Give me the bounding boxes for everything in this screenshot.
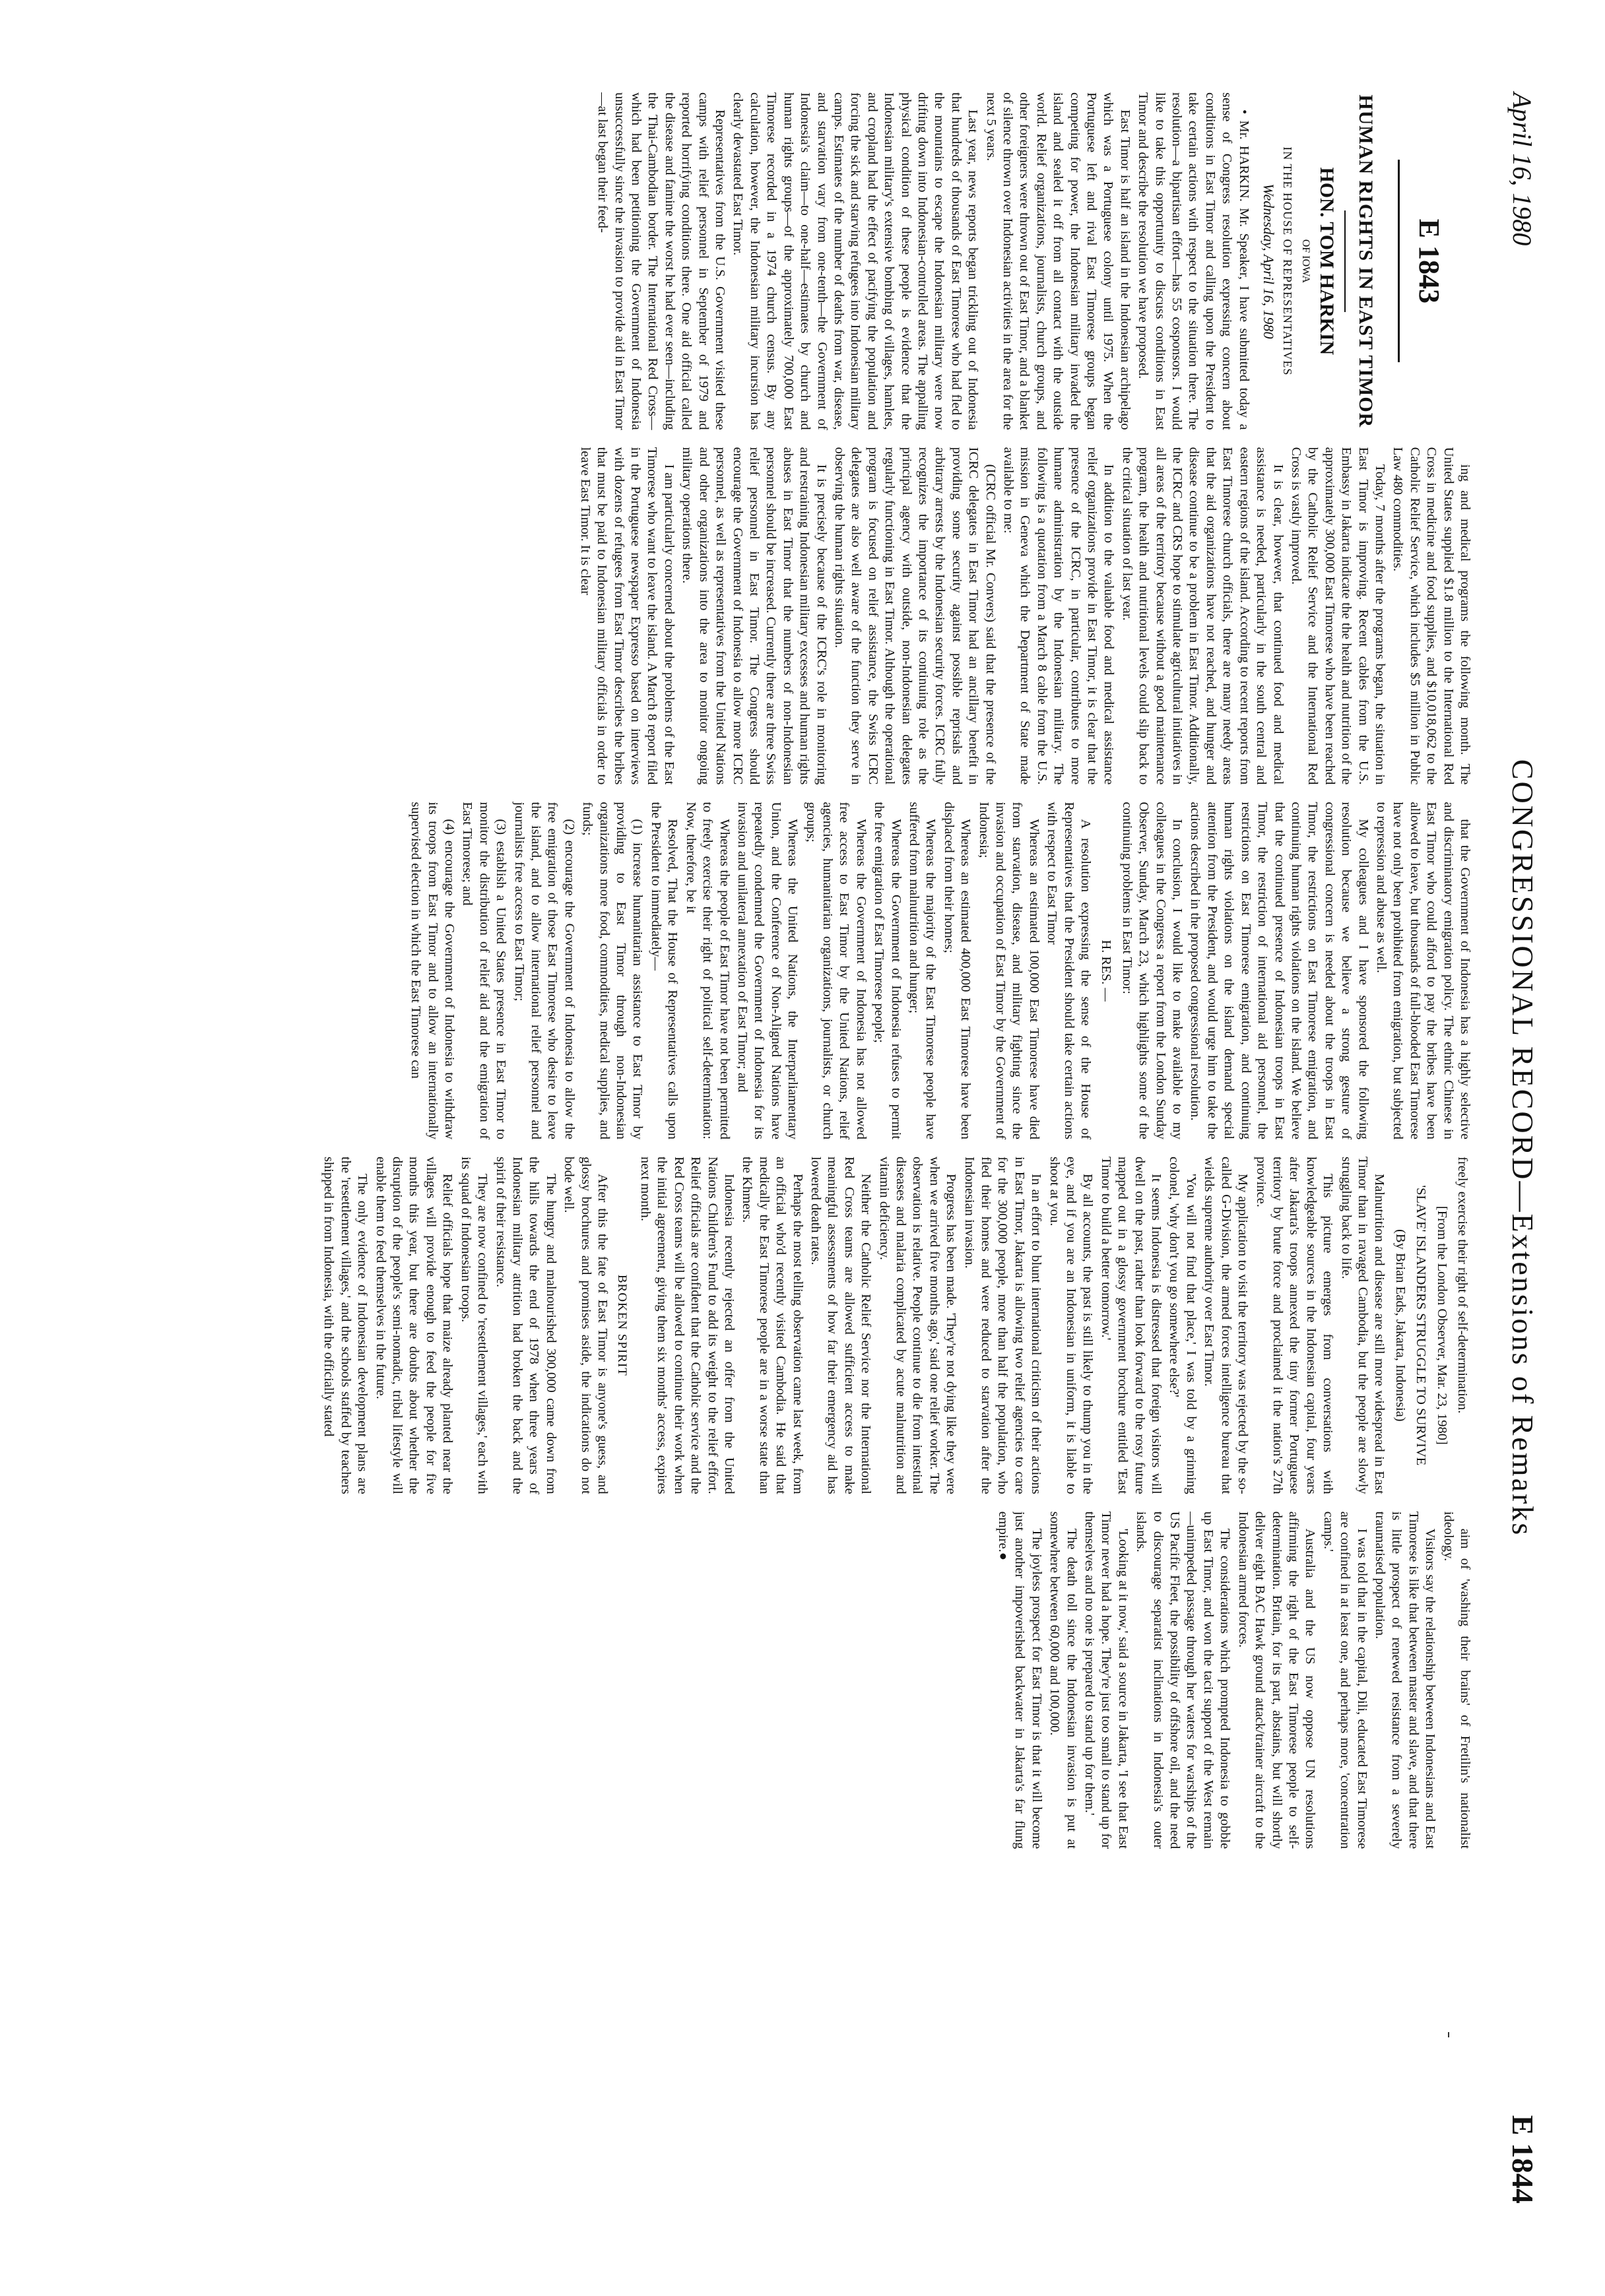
- paragraph: It seems Indonesia is distressed that foreign visitors will dwell on the past, rather than look forward to the rosy future mapped out in a glossy government brochure entitled 'East Timor to build a better tomorrow.': [1098, 1157, 1164, 1494]
- column-4: [54, 1157, 1473, 1494]
- paragraph: After this the fate of East Timor is anyone's guess, and glossy brochures and promises aside, the indications do not bode well.: [562, 1157, 610, 1494]
- resolution-clause: Whereas the majority of the East Timorese people have suffered from malnutrition and hunger;: [907, 802, 938, 1140]
- representative-name: HON. TOM HARKIN: [1316, 167, 1338, 356]
- paragraph: I was told that in the capital, Dili, educated East Timorese are confined in at least one, and perhaps more, 'concentration camps.': [1321, 1511, 1369, 1849]
- paragraph: Last year, news reports began trickling out of Indonesia that hundreds of thousands of East Timorese who had fled to the mountains to escape the Indonesian military were now drifting down into Indonesian-controlled areas. The appalling physical condition of these people is evidence that the Indonesian military's extensive bombing of villages, hamlets, and cropland had the effect of pacifying the population and forcing the sick and starving refugees into Indonesian military camps. Estimates of the number of deaths from war, disease, and starvation vary from one-tenth—the Government of Indonesia's claim—to one-half—estimates by church and human rights groups—of the approximately 700,000 East Timorese recorded in a 1974 church census. By any calculation, however, the Indonesian military incursion has clearly devastated East Timor.: [731, 92, 981, 430]
- header-page-number: E 1844: [1506, 2115, 1540, 2204]
- paragraph: The joyless prospect for East Timor is that it will become just another impoverished backwater in Jakarta's far flung empire.●: [996, 1511, 1044, 1849]
- representative-state: OF IOWA: [1300, 239, 1312, 283]
- source-line: [From the London Observer, Mar. 23, 1980]: [1434, 1205, 1449, 1445]
- column-6: [54, 1866, 1473, 2204]
- paragraph: Visitors say the relationship between Indonesians and East Timorese is like that between master and slave, and that there is little prospect of renewed resistance from a severely traumatised population.: [1372, 1511, 1438, 1849]
- header-title: CONGRESSIONAL RECORD—Extensions of Remarks: [1506, 759, 1540, 1537]
- paragraph: Malnutrition and disease are still more widespread in East Timor than in ravaged Cambodia, but the people are slowly struggling back to life.: [1338, 1157, 1387, 1494]
- dateline: Wednesday, April 16, 1980: [1260, 183, 1277, 339]
- resolution-clause: Whereas an estimated 400,000 East Timorese have been displaced from their homes;: [941, 802, 973, 1140]
- divider: [1398, 160, 1400, 362]
- article-heading: HUMAN RIGHTS IN EAST TIMOR: [1355, 94, 1377, 428]
- house-label: IN THE HOUSE OF REPRESENTATIVES: [1281, 146, 1295, 376]
- paragraph: It is precisely because of the ICRC's role in monitoring and restraining Indonesian military excesses and human rights abuses in East Timor that the numbers of non-Indonesian personnel should be increased. Currently there are three Swiss relief personnel in East Timor. The Congress should encourage the Government of Indonesia to allow more ICRC personnel, as well as representatives from the United Nations and other organizations into the area to monitor ongoing military operations there.: [680, 447, 829, 785]
- article-title: 'SLAVE' ISLANDERS STRUGGLE TO SURVIVE: [1414, 1185, 1429, 1466]
- section-heading: BROKEN SPIRIT: [615, 1274, 630, 1376]
- paragraph: Neither the Catholic Relief Service nor the International Red Cross teams are allowed sufficient access to make meaningful assessments of how far their emergency aid has lowered death rates.: [808, 1157, 874, 1494]
- column-3: [54, 802, 1473, 1139]
- text-columns: [54, 92, 1473, 2204]
- paragraph: By all accounts, the past is still likely to thump you in the eye, and if you are an Indonesian in uniform, it is liable to shoot at you.: [1047, 1157, 1096, 1494]
- paragraph: In conclusion, I would like to make available to my colleagues in the Congress a report from the London Sunday Observer, Sunday, March 23, which highlights some of the continuing problems in East Timor:: [1119, 802, 1185, 1140]
- paragraph: Indonesia recently rejected an offer from the United Nations Children's Fund to add its weight to the relief effort. Relief officials are confident that the Catholic service and the Red Cross teams will be allowed to continue their work when the initial agreement, giving them six months' access, expires next month.: [638, 1157, 737, 1494]
- resolution-clause: (4) encourage the Government of Indonesia to withdraw its troops from East Timor and to allow an internationally supervised election in which the East Timorese can: [409, 802, 457, 1140]
- paragraph: freely exercise their right of self-determination.: [1455, 1157, 1470, 1414]
- paragraph: It is clear, however, that continued food and medical assistance is needed, particularly in the south central and eastern regions of the island. According to recent reports from East Timorese church officials, there are many needy areas that the aid organizations have not reached, and hunger and disease continue to be a problem in East Timor. Additionally, the ICRC and CRS hope to stimulate agricultural initiatives in all areas of the territory because without a good maintenance program, the health and nutritional levels could slip back to the critical situation of last year.: [1119, 447, 1286, 785]
- resolution-clause: Whereas the people of East Timor have not been permitted to freely exercise their right of political self-determination: Now, therefore, be it: [683, 802, 732, 1140]
- paragraph: They are now confined to 'resettlement villages,' each with its squad of Indonesian troops.: [458, 1157, 490, 1494]
- resolution-clause: Whereas the Government of Indonesia refuses to permit the free emigration of East Timorese people;: [872, 802, 903, 1140]
- resolution-clause: (3) establish a United States presence in East Timor to monitor the distribution of relief aid and the emigration of East Timorese; and: [460, 802, 509, 1140]
- paragraph: The only evidence of Indonesian development plans are the 'resettlement villages,' and the schools staffed by teachers shipped in from Indonesia, with the officially stated: [321, 1157, 370, 1494]
- paragraph: Progress has been made. 'They're not dying like they were when we arrived five months ago,' said one relief worker. The observation is relative. People continue to die from intestinal diseases and malaria complicated by acute malnutrition and vitamin deficiency.: [876, 1157, 959, 1494]
- divider: [1344, 210, 1346, 312]
- paragraph: ing and medical programs the following month. The United States supplied $1.8 million to the International Red Cross in medicine and food supplies, and $10,018,062 to the Catholic Relief Service, which includes $5 million in Public Law 480 commodities.: [1391, 447, 1472, 785]
- resolution-number: H. RES. —: [1099, 940, 1114, 1002]
- paragraph: My colleagues and I have sponsored the following resolution because we believe a strong gesture of congressional concern is needed about the troops in East Timor, the restrictions on East Timorese emigration, and continuing human rights violations on the island. We believe that the continued presence of Indonesian troops in East Timor, the restriction of international aid personnel, the restrictions on East Timorese emigration, and continuing human rights violations on the island demand special attention from the President, and would urge him to take the actions described in the proposed congressional resolution.: [1188, 802, 1371, 1140]
- paragraph: The death toll since the Indonesian invasion is put at somewhere between 60,000 and 100,000.: [1047, 1511, 1079, 1849]
- resolution-clause: Whereas the Government of Indonesia has not allowed free access to East Timor by the United Nations, relief agencies, humanitarian organizations, journalists, or church groups;: [803, 802, 868, 1140]
- paragraph: aim of 'washing their brains' of Fretilin's nationalist ideology.: [1441, 1511, 1472, 1849]
- paragraph: In an effort to blunt international criticism of their actions in East Timor, Jakarta is allowing two relief agencies to care for the 300,000 people, more than half the population, who fled their homes and were reduced to starvation after the Indonesian invasion.: [962, 1157, 1044, 1494]
- resolution-clause: A resolution expressing the sense of the House of Representatives that the President should take certain actions with respect to East Timor: [1045, 802, 1094, 1140]
- resolution-clause: (1) increase humanitarian assistance to East Timor by providing to East Timor through non-Indonesian organizations more food, commodities, medical supplies, and funds;: [580, 802, 645, 1140]
- paragraph: 'You will not find that place,' I was told by a grinning colonel, 'why don't you go somewhere else?': [1167, 1157, 1198, 1494]
- paragraph: Today, 7 months after the programs began, the situation in East Timor is improving. Recent cables from the U.S. Embassy in Jakarta indicate the the health and nutrition of the approximately 300,000 East Timorese who have been reached by the Catholic Relief Service and the International Red Cross is vastly improved.: [1288, 447, 1387, 785]
- header-date: April 16, 1980: [1507, 92, 1537, 246]
- paragraph: In addition to the valuable food and medical assistance relief organizations provide in East Timor, it is clear that the presence of the ICRC, in particular, contributes to more humane administration by the Indonesian military. The following is a quotation from a March 8 cable from the U.S. mission in Geneva which the Department of State made available to me:: [1001, 447, 1117, 785]
- paragraph: • Mr. HARKIN. Mr. Speaker, I have submitted today a sense of Congress resolution expressing concern about conditions in East Timor and calling upon the President to take certain actions with respect to the situation there. The resolution—a bipartisan effort—has 55 cosponsors. I would like to take this opportunity to discuss conditions in East Timor and describe the resolution we have proposed.: [1136, 92, 1251, 430]
- quoted-paragraph: (ICRC official Mr. Convers) said that the presence of the ICRC delegates in East Timor had an ancillary benefit in providing some security against possible reprisals and arbitrary arrests by the Indonesian security forces. ICRC fully recognizes the importance of its continuing role as the principal agency with outside, non-Indonesian delegates regularly functioning in East Timor. Although the operational program is focused on relief assistance, the Swiss ICRC delegates are also well aware of the function they serve in observing the human rights situation.: [832, 447, 998, 785]
- resolution-clause: (2) encourage the Government of Indonesia to allow the free emigration of those East Timorese who desire to leave the island, and to allow international relief personnel and journalists free access to East Timor;: [511, 802, 577, 1140]
- paragraph: I am particularly concerned about the problems of the East Timorese who want to leave the island. A March 8 report filed in the Portuguese newspaper Expresso based on interviews with dozens of refugees from East Timor describes the bribes that must be paid to Indonesian military officials in order to leave East Timor. It is clear: [577, 447, 676, 785]
- column-2: [54, 447, 1473, 785]
- paragraph: 'Looking at it now,' said a source in Jakarta, 'I see that East Timor never had a hope. They're just too small to stand up for themselves and no one is prepared to stand up for them.': [1082, 1511, 1130, 1849]
- column-5: [54, 1512, 1473, 1849]
- resolution-clause: Whereas the United Nations, the Interparliamentary Union, and the Conference of Non-Aligned Nations have repeatedly condemned the Government of Indonesia for its invasion and unilateral annexation of East Timor; and: [735, 802, 801, 1140]
- resolution-clause: Whereas an estimated 100,000 East Timorese have died from starvation, disease, and military fighting since the invasion and occupation of East Timor by the Government of Indonesia;: [976, 802, 1041, 1140]
- paragraph: East Timor is half an island in the Indonesian archipelago which was a Portuguese colony until 1975. When the Portuguese left and rival East Timorese groups began competing for power, the Indonesian military invaded the island and sealed it off from all contact with the outside world. Relief organizations, journalists, church groups, and other foreigners were thrown out of East Timor, and a blanket of silence thrown over Indonesian activities in the area for the next 5 years.: [983, 92, 1132, 430]
- byline: (By Brian Eads, Jakarta, Indonesia): [1392, 1229, 1408, 1422]
- resolution-clause: Resolved, That the House of Representatives calls upon the President to immediately—: [648, 802, 680, 1140]
- paragraph: Relief officials hope that maize already planted near the villages will provide enough to feed the people for five months this year, but there are doubts about whether the disruption of the people's semi-nomadic, tribal lifestyle will enable them to feed themselves in the future.: [373, 1157, 455, 1494]
- paragraph: that the Government of Indonesia has a highly selective and discriminatory emigration policy. The ethnic Chinese in East Timor who could afford to pay the bribes have been allowed to leave, but thousands of full-blooded East Timorese have not only been prohibited from emigration, but subjected to repression and abuse as well.: [1373, 802, 1472, 1140]
- paragraph: This picture emerges from conversations with knowledgeable sources in the Indonesian capital, four years after Jakarta's troops annexed the tiny former Portuguese territory by brute force and proclaimed it the nation's 27th province.: [1253, 1157, 1336, 1494]
- page-id: E 1843: [1413, 218, 1445, 304]
- paragraph: The hungry and malnourished 300,000 came down from the hills towards the end of 1978 when three years of Indonesian military attrition had broken the back and the spirit of their resistance.: [493, 1157, 558, 1494]
- paragraph: The considerations which prompted Indonesia to gobble up East Timor, and won the tacit support of the West remain—unimpeded passage through her waters for warships of the US Pacific Fleet, the possibility of offshore oil, and the need to discourage separatist inclinations in Indonesia's outer islands.: [1134, 1511, 1233, 1849]
- divider: [1448, 2032, 1449, 2037]
- paragraph: Representatives from the U.S. Government visited these camps with relief personnel in September of 1979 and reported horrifying conditions there. One aid official called the disease and famine the worst he had ever seen—including the Thai-Cambodian border. The International Red Cross—which had been petitioning the Government of Indonesia unsuccessfully since the invasion to provide aid in East Timor—at last began their feed-: [595, 92, 728, 430]
- paragraph: Australia and the US now oppose UN resolutions affirming the right of the East Timorese people to self-determination. Britain, for its part, abstains, but will shortly deliver eight BAC Hawk ground attack/trainer aircraft to the Indonesian armed forces.: [1235, 1511, 1318, 1849]
- page-header: [1499, 92, 1546, 2204]
- paragraph: Perhaps the most telling observation came last week, from an official who'd recently visited Cambodia. He said that medically the East Timorese people are in a worse state than the Khmers.: [740, 1157, 805, 1494]
- column-1: [54, 92, 1473, 430]
- paragraph: My application to visit the territory was rejected by the so-called G-Division, the armed forces intelligence bureau that wields supreme authority over East Timor.: [1202, 1157, 1251, 1494]
